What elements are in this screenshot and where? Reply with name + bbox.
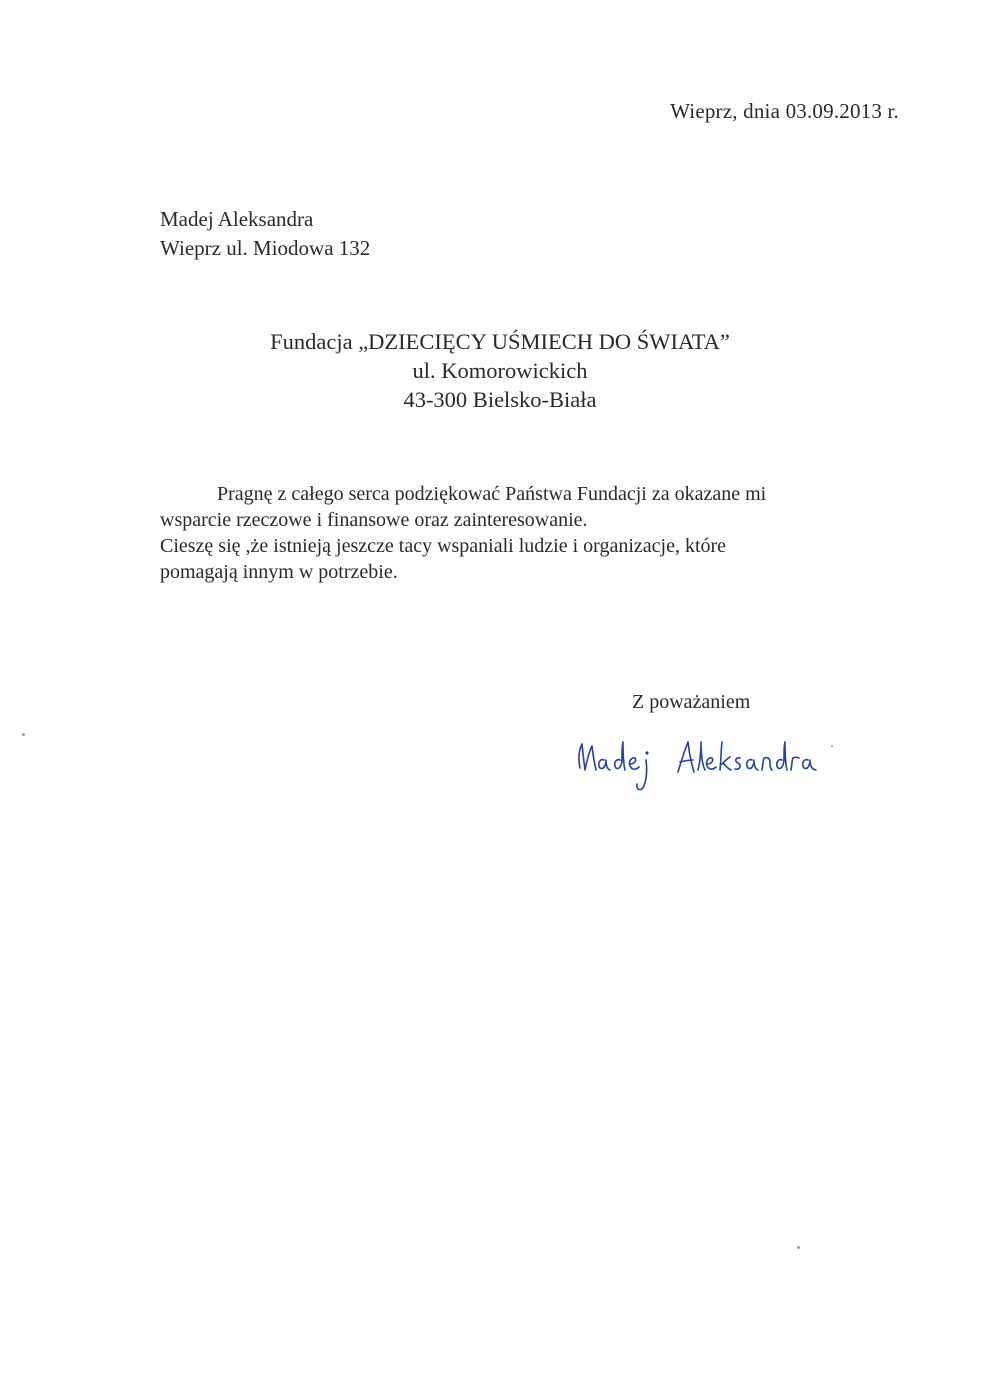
recipient-street: ul. Komorowickich <box>412 358 588 383</box>
recipient-city: 43-300 Bielsko-Biała <box>403 387 597 412</box>
sender-address: Wieprz ul. Miodowa 132 <box>160 236 371 260</box>
letter-body <box>160 481 860 585</box>
scan-speck <box>797 1246 800 1249</box>
date-line: Wieprz, dnia 03.09.2013 r. <box>670 99 899 123</box>
sender-name: Madej Aleksandra <box>160 207 314 231</box>
body-line-1: Pragnę z całego serca podziękować Państwa Fundacji za okazane mi <box>217 483 767 505</box>
body-line-4: pomagają innym w potrzebie. <box>160 561 398 583</box>
recipient-block <box>160 327 840 414</box>
sender-block <box>160 205 370 263</box>
body-line-3: Cieszę się ,że istnieją jeszcze tacy wspaniali ludzie i organizacje, które <box>160 535 727 557</box>
scan-speck <box>22 733 25 736</box>
handwritten-signature <box>570 728 840 798</box>
body-line-2: wsparcie rzeczowe i finansowe oraz zainteresowanie. <box>160 509 588 531</box>
recipient-name: Fundacja „DZIECIĘCY UŚMIECH DO ŚWIATA” <box>270 329 730 354</box>
closing-salutation: Z poważaniem <box>632 691 751 713</box>
